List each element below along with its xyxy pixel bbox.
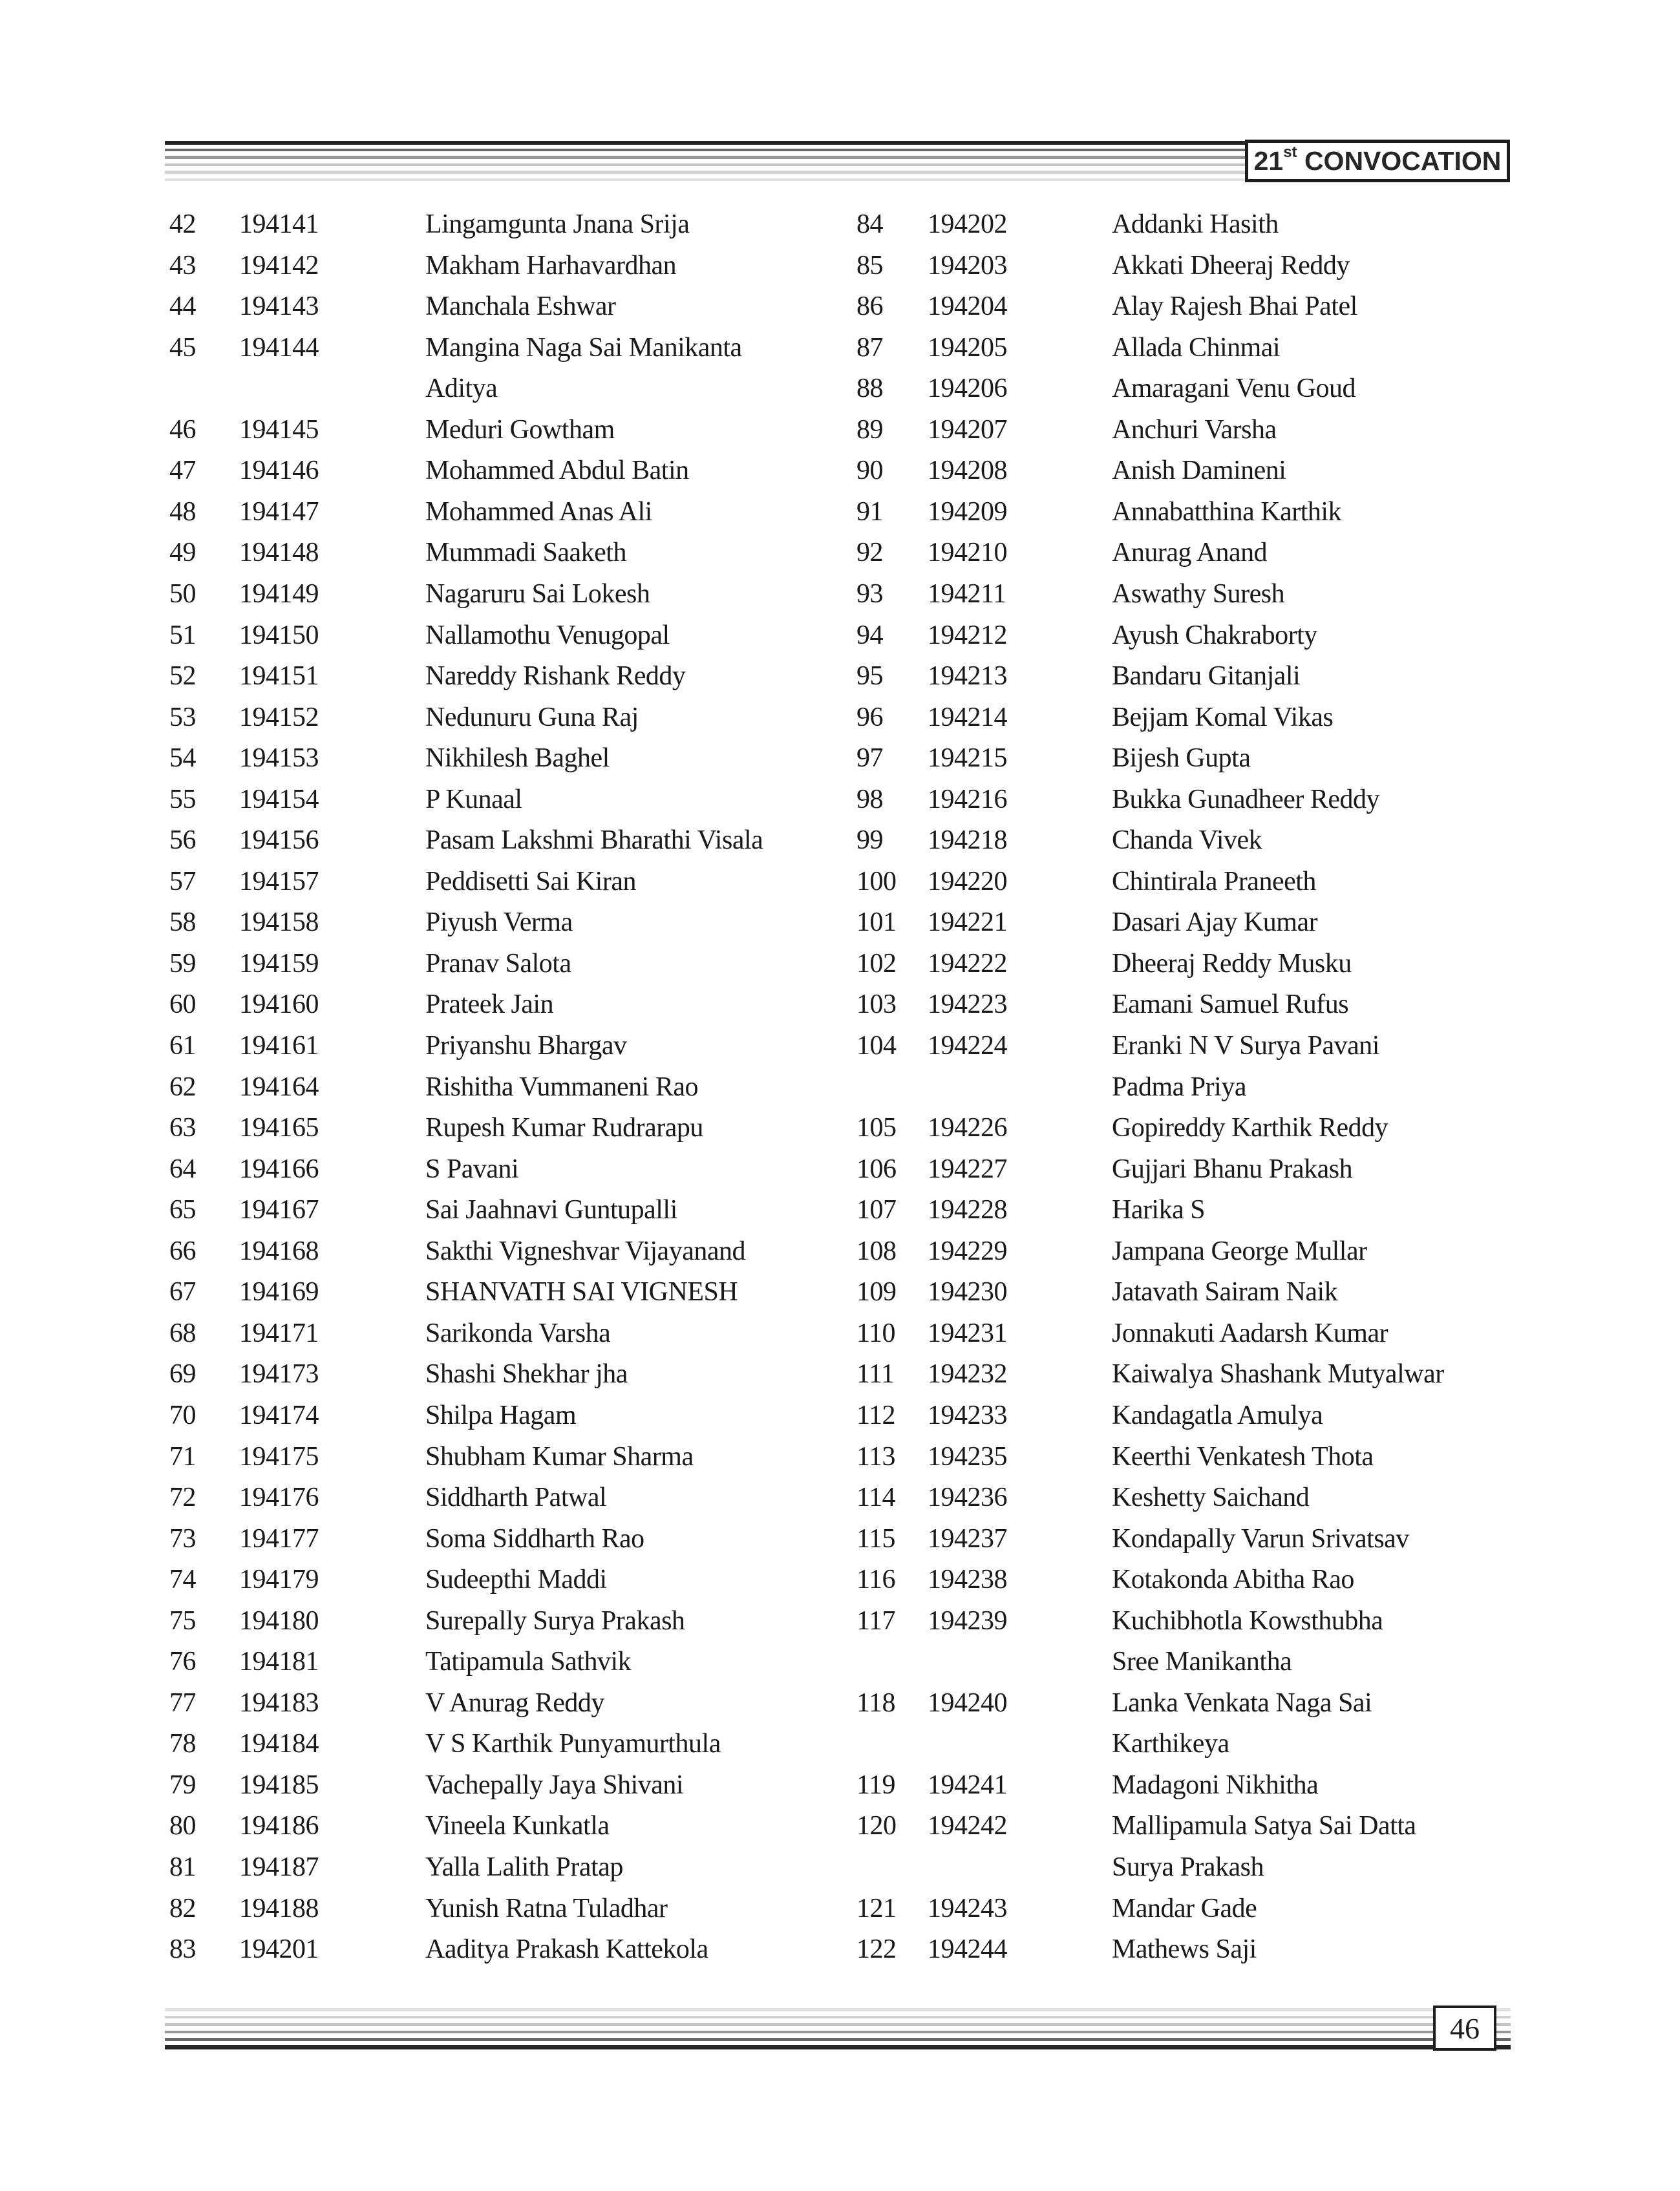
student-name: Makham Harhavardhan — [425, 250, 677, 280]
student-name: Keshetty Saichand — [1112, 1483, 1310, 1513]
student-name: Yalla Lalith Pratap — [425, 1852, 623, 1882]
serial-number: 89 — [856, 414, 883, 445]
serial-number: 118 — [856, 1688, 895, 1718]
serial-number: 49 — [169, 538, 196, 568]
student-name: Sai Jaahnavi Guntupalli — [425, 1195, 677, 1225]
roll-number: 194160 — [239, 990, 319, 1020]
student-name: Vineela Kunkatla — [425, 1811, 610, 1841]
roll-number: 194146 — [239, 456, 319, 486]
serial-number: 60 — [169, 990, 196, 1020]
roll-number: 194151 — [239, 661, 319, 692]
roll-number: 194143 — [239, 291, 319, 322]
roll-number: 194181 — [239, 1647, 319, 1677]
student-name: SHANVATH SAI VIGNESH — [425, 1277, 738, 1307]
serial-number: 109 — [856, 1277, 897, 1307]
roll-number: 194224 — [928, 1031, 1007, 1061]
student-name: Karthikeya — [1112, 1729, 1229, 1759]
student-name: P Kunaal — [425, 784, 522, 814]
student-name: Nallamothu Venugopal — [425, 620, 670, 650]
serial-number: 65 — [169, 1195, 196, 1225]
serial-number: 80 — [169, 1811, 196, 1841]
student-name: Mandar Gade — [1112, 1893, 1257, 1923]
student-name: Sree Manikantha — [1112, 1647, 1292, 1677]
roll-number: 194204 — [928, 291, 1007, 322]
serial-number: 98 — [856, 784, 883, 814]
roll-number: 194165 — [239, 1113, 319, 1143]
serial-number: 69 — [169, 1359, 196, 1390]
roll-number: 194185 — [239, 1770, 319, 1800]
serial-number: 78 — [169, 1729, 196, 1759]
student-name: Kaiwalya Shashank Mutyalwar — [1112, 1359, 1444, 1390]
serial-number: 44 — [169, 291, 196, 322]
roll-number: 194187 — [239, 1852, 319, 1882]
student-name: Lingamgunta Jnana Srija — [425, 209, 690, 239]
student-name: Kandagatla Amulya — [1112, 1400, 1323, 1430]
roll-number: 194244 — [928, 1934, 1007, 1965]
serial-number: 110 — [856, 1318, 895, 1348]
serial-number: 76 — [169, 1647, 196, 1677]
serial-number: 117 — [856, 1605, 895, 1636]
serial-number: 87 — [856, 332, 883, 363]
roll-number: 194207 — [928, 414, 1007, 445]
roll-number: 194169 — [239, 1277, 319, 1307]
student-name: Jatavath Sairam Naik — [1112, 1277, 1338, 1307]
student-name: Sudeepthi Maddi — [425, 1565, 607, 1595]
roll-number: 194206 — [928, 374, 1007, 404]
serial-number: 74 — [169, 1565, 196, 1595]
serial-number: 62 — [169, 1072, 196, 1102]
serial-number: 43 — [169, 250, 196, 280]
roll-number: 194174 — [239, 1400, 319, 1430]
student-name: Bandaru Gitanjali — [1112, 661, 1301, 692]
serial-number: 51 — [169, 620, 196, 650]
serial-number: 52 — [169, 661, 196, 692]
student-name: Sarikonda Varsha — [425, 1318, 611, 1348]
roll-number: 194242 — [928, 1811, 1007, 1841]
roll-number: 194229 — [928, 1236, 1007, 1266]
serial-number: 108 — [856, 1236, 897, 1266]
student-name: S Pavani — [425, 1154, 519, 1184]
serial-number: 97 — [856, 743, 883, 774]
serial-number: 105 — [856, 1113, 897, 1143]
serial-number: 104 — [856, 1031, 897, 1061]
student-name: Annabatthina Karthik — [1112, 496, 1342, 527]
roll-number: 194183 — [239, 1688, 319, 1718]
student-name: Mohammed Abdul Batin — [425, 456, 689, 486]
student-name: Shubham Kumar Sharma — [425, 1441, 694, 1472]
student-name: Dasari Ajay Kumar — [1112, 907, 1318, 938]
student-name: Dheeraj Reddy Musku — [1112, 948, 1352, 979]
student-name: Lanka Venkata Naga Sai — [1112, 1688, 1372, 1718]
convocation-title-ordinal: st — [1283, 143, 1297, 161]
roll-number: 194186 — [239, 1811, 319, 1841]
serial-number: 70 — [169, 1400, 196, 1430]
serial-number: 114 — [856, 1483, 895, 1513]
student-name: Surepally Surya Prakash — [425, 1605, 685, 1636]
serial-number: 100 — [856, 866, 897, 896]
student-name: Akkati Dheeraj Reddy — [1112, 250, 1350, 280]
serial-number: 47 — [169, 456, 196, 486]
roll-number: 194231 — [928, 1318, 1007, 1348]
roll-number: 194201 — [239, 1934, 319, 1965]
serial-number: 85 — [856, 250, 883, 280]
student-name: Siddharth Patwal — [425, 1483, 607, 1513]
student-name: Nareddy Rishank Reddy — [425, 661, 686, 692]
footer-rule-line — [165, 2016, 1511, 2019]
student-name: Keerthi Venkatesh Thota — [1112, 1441, 1374, 1472]
roll-number: 194235 — [928, 1441, 1007, 1472]
serial-number: 66 — [169, 1236, 196, 1266]
roll-number: 194205 — [928, 332, 1007, 363]
student-name: Aswathy Suresh — [1112, 578, 1285, 609]
roll-number: 194152 — [239, 702, 319, 732]
roll-number: 194173 — [239, 1359, 319, 1390]
roll-number: 194239 — [928, 1605, 1007, 1636]
student-name: Meduri Gowtham — [425, 414, 615, 445]
roll-number: 194168 — [239, 1236, 319, 1266]
roll-number: 194148 — [239, 538, 319, 568]
page-number: 46 — [1450, 2011, 1480, 2045]
roll-number: 194238 — [928, 1565, 1007, 1595]
roll-number: 194171 — [239, 1318, 319, 1348]
serial-number: 121 — [856, 1893, 897, 1923]
student-name: Amaragani Venu Goud — [1112, 374, 1356, 404]
convocation-title-number: 21 — [1253, 145, 1284, 176]
serial-number: 54 — [169, 743, 196, 774]
page-number-box — [1433, 2006, 1496, 2051]
roll-number: 194142 — [239, 250, 319, 280]
student-name: Kondapally Varun Srivatsav — [1112, 1523, 1409, 1554]
roll-number: 194236 — [928, 1483, 1007, 1513]
serial-number: 67 — [169, 1277, 196, 1307]
serial-number: 48 — [169, 496, 196, 527]
roll-number: 194188 — [239, 1893, 319, 1923]
serial-number: 93 — [856, 578, 883, 609]
convocation-title-text: CONVOCATION — [1297, 145, 1502, 176]
roll-number: 194176 — [239, 1483, 319, 1513]
roll-number: 194153 — [239, 743, 319, 774]
student-name: Mathews Saji — [1112, 1934, 1257, 1965]
roll-number: 194154 — [239, 784, 319, 814]
student-name: Jonnakuti Aadarsh Kumar — [1112, 1318, 1388, 1348]
student-name: Tatipamula Sathvik — [425, 1647, 632, 1677]
serial-number: 88 — [856, 374, 883, 404]
student-name: Anchuri Varsha — [1112, 414, 1277, 445]
roll-number: 194233 — [928, 1400, 1007, 1430]
serial-number: 45 — [169, 332, 196, 363]
student-name: Rupesh Kumar Rudrarapu — [425, 1113, 703, 1143]
serial-number: 113 — [856, 1441, 895, 1472]
roll-number: 194141 — [239, 209, 319, 239]
student-name: Peddisetti Sai Kiran — [425, 866, 636, 896]
serial-number: 92 — [856, 538, 883, 568]
roll-number: 194227 — [928, 1154, 1007, 1184]
roll-number: 194167 — [239, 1195, 319, 1225]
serial-number: 111 — [856, 1359, 895, 1390]
footer-rule-line — [165, 2031, 1511, 2034]
roll-number: 194180 — [239, 1605, 319, 1636]
student-name: Eranki N V Surya Pavani — [1112, 1031, 1379, 1061]
serial-number: 55 — [169, 784, 196, 814]
student-name: Mallipamula Satya Sai Datta — [1112, 1811, 1416, 1841]
student-name: Ayush Chakraborty — [1112, 620, 1317, 650]
roll-number: 194232 — [928, 1359, 1007, 1390]
footer-rule-line — [165, 2008, 1511, 2011]
roll-number: 194144 — [239, 332, 319, 363]
student-name: Nagaruru Sai Lokesh — [425, 578, 650, 609]
roll-number: 194215 — [928, 743, 1007, 774]
serial-number: 68 — [169, 1318, 196, 1348]
student-name: Sakthi Vigneshvar Vijayanand — [425, 1236, 745, 1266]
roll-number: 194212 — [928, 620, 1007, 650]
student-name: Nikhilesh Baghel — [425, 743, 610, 774]
serial-number: 107 — [856, 1195, 897, 1225]
student-name: Mummadi Saaketh — [425, 538, 626, 568]
serial-number: 83 — [169, 1934, 196, 1965]
serial-number: 53 — [169, 702, 196, 732]
student-name: Pranav Salota — [425, 948, 571, 979]
student-name: Bukka Gunadheer Reddy — [1112, 784, 1380, 814]
roll-number: 194145 — [239, 414, 319, 445]
student-name: Priyanshu Bhargav — [425, 1031, 627, 1061]
student-name: Vachepally Jaya Shivani — [425, 1770, 684, 1800]
roll-number: 194158 — [239, 907, 319, 938]
serial-number: 82 — [169, 1893, 196, 1923]
student-name: Piyush Verma — [425, 907, 573, 938]
student-name: Eamani Samuel Rufus — [1112, 990, 1349, 1020]
roll-number: 194214 — [928, 702, 1007, 732]
roll-number: 194157 — [239, 866, 319, 896]
student-name: Alay Rajesh Bhai Patel — [1112, 291, 1357, 322]
roll-number: 194243 — [928, 1893, 1007, 1923]
roll-number: 194156 — [239, 825, 319, 856]
roll-number: 194240 — [928, 1688, 1007, 1718]
student-name: Shilpa Hagam — [425, 1400, 577, 1430]
student-name: Chintirala Praneeth — [1112, 866, 1316, 896]
student-name: Jampana George Mullar — [1112, 1236, 1367, 1266]
serial-number: 71 — [169, 1441, 196, 1472]
serial-number: 120 — [856, 1811, 897, 1841]
student-name: Madagoni Nikhitha — [1112, 1770, 1319, 1800]
student-name: Prateek Jain — [425, 990, 554, 1020]
serial-number: 103 — [856, 990, 897, 1020]
serial-number: 58 — [169, 907, 196, 938]
serial-number: 59 — [169, 948, 196, 979]
footer-rule-line — [165, 2045, 1511, 2049]
serial-number: 57 — [169, 866, 196, 896]
serial-number: 119 — [856, 1770, 895, 1800]
roll-number: 194184 — [239, 1729, 319, 1759]
serial-number: 112 — [856, 1400, 895, 1430]
student-name: Addanki Hasith — [1112, 209, 1279, 239]
roll-number: 194210 — [928, 538, 1007, 568]
roll-number: 194223 — [928, 990, 1007, 1020]
roll-number: 194161 — [239, 1031, 319, 1061]
roll-number: 194150 — [239, 620, 319, 650]
student-name: Surya Prakash — [1112, 1852, 1264, 1882]
serial-number: 64 — [169, 1154, 196, 1184]
serial-number: 102 — [856, 948, 897, 979]
student-name: Anurag Anand — [1112, 538, 1268, 568]
roll-number: 194166 — [239, 1154, 319, 1184]
roll-number: 194221 — [928, 907, 1007, 938]
roll-number: 194202 — [928, 209, 1007, 239]
student-name: Rishitha Vummaneni Rao — [425, 1072, 699, 1102]
serial-number: 46 — [169, 414, 196, 445]
serial-number: 63 — [169, 1113, 196, 1143]
student-name: Allada Chinmai — [1112, 332, 1281, 363]
roll-number: 194220 — [928, 866, 1007, 896]
serial-number: 99 — [856, 825, 883, 856]
student-name: Manchala Eshwar — [425, 291, 616, 322]
student-name: Mohammed Anas Ali — [425, 496, 652, 527]
serial-number: 77 — [169, 1688, 196, 1718]
footer-rule-line — [165, 2038, 1511, 2041]
student-name: Nedunuru Guna Raj — [425, 702, 639, 732]
roll-number: 194159 — [239, 948, 319, 979]
serial-number: 115 — [856, 1523, 895, 1554]
roll-number: 194179 — [239, 1565, 319, 1595]
student-name: Mangina Naga Sai Manikanta — [425, 332, 742, 363]
serial-number: 81 — [169, 1852, 196, 1882]
convocation-banner — [1245, 140, 1510, 182]
student-name: V Anurag Reddy — [425, 1688, 604, 1718]
student-name: Bejjam Komal Vikas — [1112, 702, 1334, 732]
student-name: Anish Damineni — [1112, 456, 1286, 486]
footer-rule-line — [165, 2023, 1511, 2026]
roll-number: 194216 — [928, 784, 1007, 814]
serial-number: 42 — [169, 209, 196, 239]
serial-number: 90 — [856, 456, 883, 486]
serial-number: 95 — [856, 661, 883, 692]
student-name: Bijesh Gupta — [1112, 743, 1251, 774]
student-name: Chanda Vivek — [1112, 825, 1262, 856]
serial-number: 91 — [856, 496, 883, 527]
serial-number: 122 — [856, 1934, 897, 1965]
roll-number: 194230 — [928, 1277, 1007, 1307]
serial-number: 101 — [856, 907, 897, 938]
serial-number: 116 — [856, 1565, 895, 1595]
roll-number: 194213 — [928, 661, 1007, 692]
roll-number: 194175 — [239, 1441, 319, 1472]
roll-number: 194208 — [928, 456, 1007, 486]
roll-number: 194164 — [239, 1072, 319, 1102]
student-name: Gujjari Bhanu Prakash — [1112, 1154, 1353, 1184]
student-name: Aditya — [425, 374, 498, 404]
student-name: Aaditya Prakash Kattekola — [425, 1934, 708, 1965]
roll-number: 194211 — [928, 578, 1006, 609]
serial-number: 61 — [169, 1031, 196, 1061]
student-name: Padma Priya — [1112, 1072, 1246, 1102]
student-name: Gopireddy Karthik Reddy — [1112, 1113, 1388, 1143]
serial-number: 56 — [169, 825, 196, 856]
serial-number: 72 — [169, 1483, 196, 1513]
student-name: Harika S — [1112, 1195, 1206, 1225]
roll-number: 194226 — [928, 1113, 1007, 1143]
student-name: Shashi Shekhar jha — [425, 1359, 628, 1390]
roll-number: 194203 — [928, 250, 1007, 280]
student-name: Pasam Lakshmi Bharathi Visala — [425, 825, 763, 856]
serial-number: 94 — [856, 620, 883, 650]
serial-number: 79 — [169, 1770, 196, 1800]
roll-number: 194228 — [928, 1195, 1007, 1225]
student-name: V S Karthik Punyamurthula — [425, 1729, 721, 1759]
roll-number: 194209 — [928, 496, 1007, 527]
serial-number: 96 — [856, 702, 883, 732]
roll-number: 194222 — [928, 948, 1007, 979]
roll-number: 194149 — [239, 578, 319, 609]
roll-number: 194147 — [239, 496, 319, 527]
roll-number: 194237 — [928, 1523, 1007, 1554]
roll-number: 194177 — [239, 1523, 319, 1554]
roll-number: 194218 — [928, 825, 1007, 856]
serial-number: 73 — [169, 1523, 196, 1554]
student-name: Yunish Ratna Tuladhar — [425, 1893, 668, 1923]
student-name: Kotakonda Abitha Rao — [1112, 1565, 1354, 1595]
roll-number: 194241 — [928, 1770, 1007, 1800]
student-name: Soma Siddharth Rao — [425, 1523, 644, 1554]
serial-number: 50 — [169, 578, 196, 609]
serial-number: 106 — [856, 1154, 897, 1184]
serial-number: 75 — [169, 1605, 196, 1636]
serial-number: 86 — [856, 291, 883, 322]
student-name: Kuchibhotla Kowsthubha — [1112, 1605, 1383, 1636]
serial-number: 84 — [856, 209, 883, 239]
